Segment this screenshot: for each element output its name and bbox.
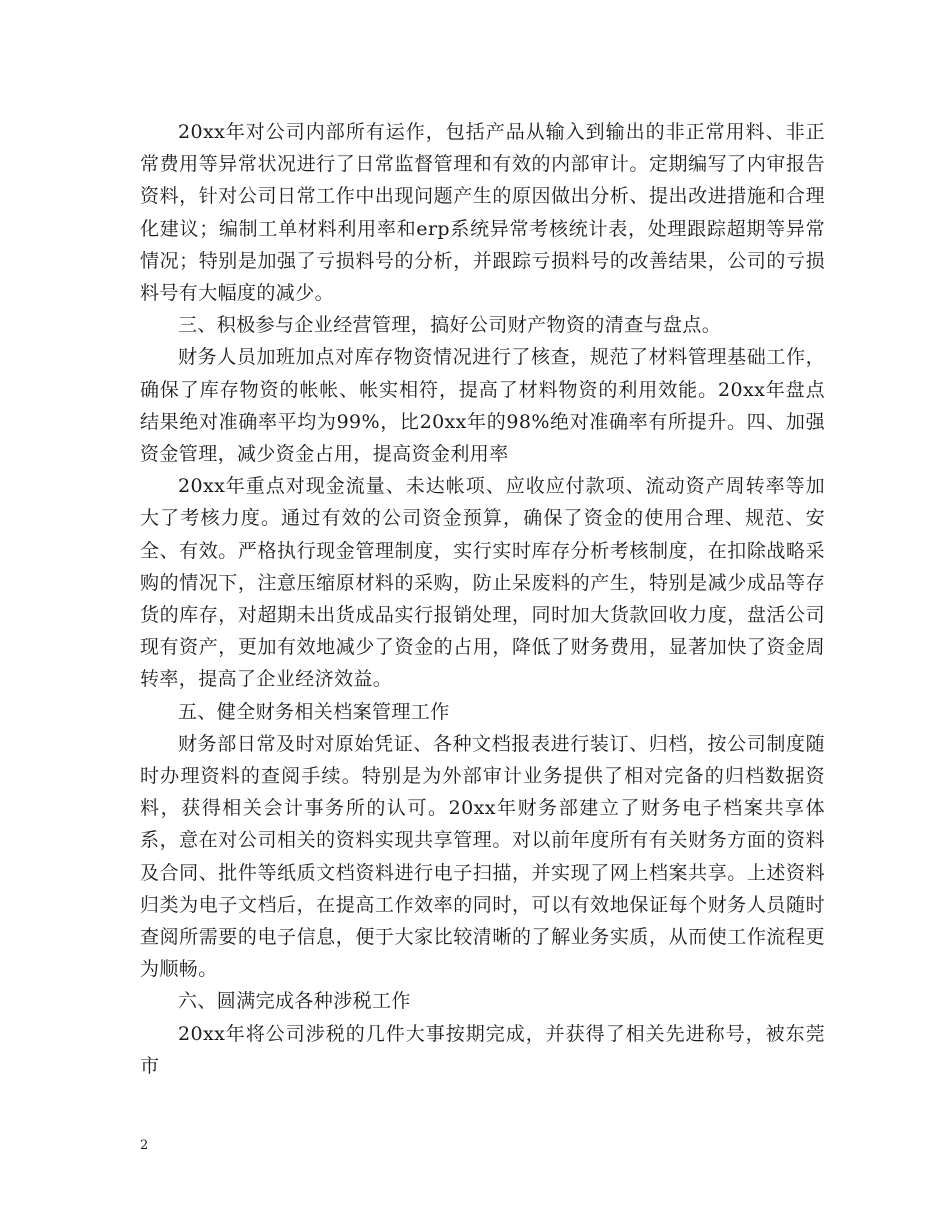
document-body <box>140 116 825 1082</box>
page-number: 2 <box>140 1138 149 1153</box>
heading-section-6: 六、圆满完成各种涉税工作 <box>178 990 411 1013</box>
paragraph-internal-audit: 20xx年对公司内部所有运作，包括产品从输入到输出的非正常用料、非正常费用等异常状况进行了日常监督管理和有效的内部审计。定期编写了内审报告资料，针对公司日常工作中出现问题产生的原因做出分析、提出改进措施和合理化建议；编制工单材料利用率和erp系统异常考核统计表，处理跟踪超期等异常情况；特别是加强了亏损料号的分析，并跟踪亏损料号的改善结果，公司的亏损料号有大幅度的减少。 <box>140 121 825 305</box>
heading-section-5: 五、健全财务相关档案管理工作 <box>178 700 450 723</box>
paragraph-cash-management: 20xx年重点对现金流量、未达帐项、应收应付款项、流动资产周转率等加大了考核力度。通过有效的公司资金预算，确保了资金的使用合理、规范、安全、有效。严格执行现金管理制度，实行实时库存分析考核制度，在扣除战略采购的情况下，注意压缩原材料的采购，防止呆废料的产生，特别是减少成品等存货的库存，对超期未出货成品实行报销处理，同时加大货款回收力度，盘活公司现有资产，更加有效地减少了资金的占用，降低了财务费用，显著加快了资金周转率，提高了企业经济效益。 <box>140 475 825 691</box>
heading-section-3: 三、积极参与企业经营管理，搞好公司财产物资的清查与盘点。 <box>178 314 722 337</box>
paragraph-archive-management: 财务部日常及时对原始凭证、各种文档报表进行装订、归档，按公司制度随时办理资料的查阅手续。特别是为外部审计业务提供了相对完备的归档数据资料，获得相关会计事务所的认可。20xx年财务部建立了财务电子档案共享体系，意在对公司相关的资料实现共享管理。对以前年度所有有关财务方面的资料及合同、批件等纸质文档资料进行电子扫描，并实现了网上档案共享。上述资料归类为电子文档后，在提高工作效率的同时，可以有效地保证每个财务人员随时查阅所需要的电子信息，便于大家比较清晰的了解业务实质，从而使工作流程更为顺畅。 <box>140 732 825 981</box>
paragraph-tax-work: 20xx年将公司涉税的几件大事按期完成，并获得了相关先进称号，被东莞市 <box>140 1022 825 1077</box>
paragraph-inventory-check: 财务人员加班加点对库存物资情况进行了核查，规范了材料管理基础工作，确保了库存物资的帐帐、帐实相符，提高了材料物资的利用效能。20xx年盘点结果绝对准确率平均为99%，比20xx年的98%绝对准确率有所提升。四、加强资金管理，减少资金占用，提高资金利用率 <box>140 346 825 466</box>
